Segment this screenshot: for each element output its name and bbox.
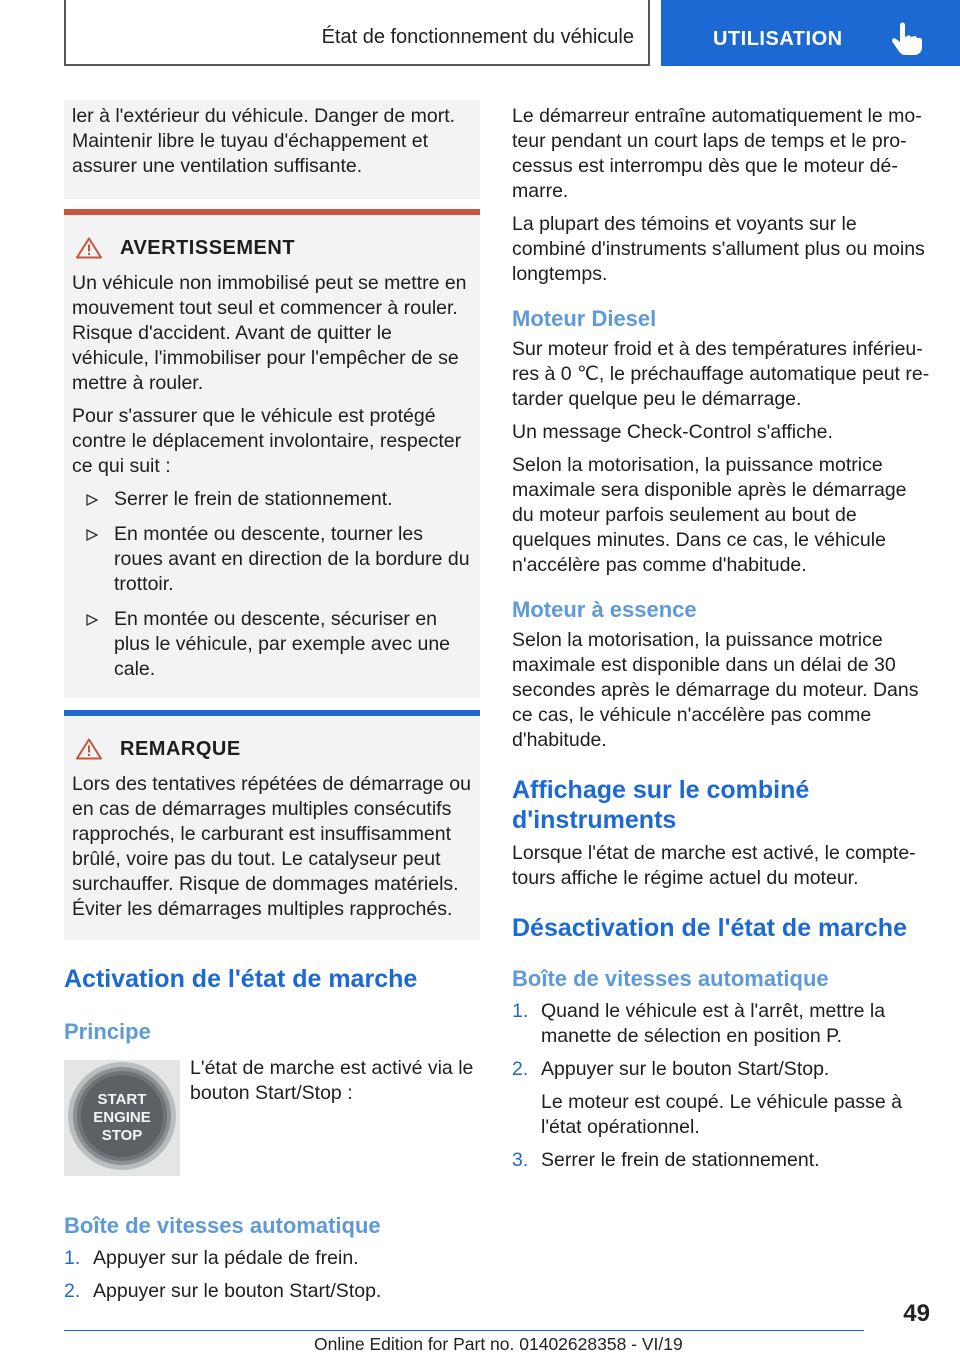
diesel-text-1: Sur moteur froid et à des températures inférieures à 0 ℃, le préchauffage automatique peut retarder quelque peu le démarrage. (512, 338, 930, 410)
step-number: 1. (64, 1247, 81, 1269)
danger-box-continued (64, 100, 480, 199)
heading-essence: Moteur à essence (512, 597, 697, 622)
remark-title-row (72, 716, 472, 772)
indicators-text: La plupart des témoins et voyants sur le combiné d'instruments s'allument plus ou moins longtemps. (512, 213, 925, 285)
warning-box (64, 209, 480, 698)
list-item (64, 1246, 480, 1271)
footer-divider (64, 1330, 864, 1331)
heading-activation: Activation de l'état de marche (64, 965, 418, 993)
step-subtext: Le moteur est coupé. Le véhicule passe à l'état opérationnel. (541, 1091, 902, 1138)
start-stop-button-image (64, 1060, 180, 1176)
right-column (512, 100, 930, 1181)
button-line-1: START (97, 1091, 147, 1108)
diesel-text-3: Selon la motorisation, la puissance motrice maximale sera disponible après le démarrage du moteur parfois seulement au bout de quelques minutes. Dans ce cas, le véhicule n'accélère pas comme d'habitude. (512, 454, 907, 576)
step-text: Appuyer sur le bouton Start/Stop. (93, 1280, 382, 1302)
step-number: 1. (512, 1000, 529, 1022)
warning-text-2: Pour s'assurer que le véhicule est protégé contre le déplacement involontaire, respecter ce qui suit : (72, 405, 462, 477)
principe-block (64, 1057, 480, 1210)
steps-list-right (512, 999, 930, 1173)
starter-text: Le démarreur entraîne automatiquement le moteur pendant un court laps de temps et le processus est interrompu dès que le moteur démarre. (512, 105, 922, 202)
list-item-text: En montée ou descente, tourner les roues avant en direction de la bordure du trottoir. (114, 523, 470, 595)
triangle-bullet-icon (86, 494, 98, 506)
list-item-text: Serrer le frein de stationnement. (114, 488, 393, 510)
warning-list (78, 487, 472, 682)
step-text: Serrer le frein de stationnement. (541, 1149, 820, 1171)
remark-text: Lors des tentatives répétées de démarrage ou en cas de démarrages multiples consécutifs rapprochés, le carburant est insuffisamment brûlé, voire pas du tout. Le catalyseur peut surchauffer. Risque de dommages matériels. Éviter les démarrages multiples rapprochés. (72, 773, 471, 920)
heading-diesel: Moteur Diesel (512, 306, 657, 331)
step-number: 2. (512, 1058, 529, 1080)
left-column (64, 100, 480, 1312)
step-text: Appuyer sur le bouton Start/Stop. (541, 1058, 830, 1080)
warning-triangle-icon (76, 738, 102, 760)
heading-boite-right: Boîte de vitesses automatique (512, 966, 829, 991)
list-item (78, 487, 472, 512)
danger-continued-text: ler à l'extérieur du véhicule. Danger de mort. Maintenir libre le tuyau d'échappement et assurer une ventilation suffisante. (72, 105, 456, 177)
list-item (512, 1057, 930, 1140)
list-item-text: En montée ou descente, sécuriser en plus le véhicule, par exemple avec une cale. (114, 608, 451, 680)
hand-pointer-icon (891, 22, 923, 56)
heading-principe: Principe (64, 1019, 151, 1044)
warning-title-row (72, 215, 472, 271)
button-line-2: ENGINE (93, 1109, 151, 1126)
list-item (78, 522, 472, 597)
warning-triangle-icon (76, 237, 102, 259)
list-item (78, 607, 472, 682)
diesel-text-2: Un message Check-Control s'affiche. (512, 421, 833, 443)
list-item (64, 1279, 480, 1304)
heading-desactivation: Désactivation de l'état de marche (512, 914, 907, 942)
essence-text: Selon la motorisation, la puissance motrice maximale est disponible dans un délai de 30 secondes après le démarrage du moteur. Dans ce cas, le véhicule n'accélère pas comme d'habitude. (512, 629, 919, 751)
warning-text-1: Un véhicule non immobilisé peut se mettre en mouvement tout seul et commencer à rouler. Risque d'accident. Avant de quitter le véhicule, l'immobiliser pour l'empêcher de se mettre à rouler. (72, 272, 467, 394)
start-button-graphic (64, 1060, 180, 1176)
page-number: 49 (903, 1300, 930, 1327)
heading-affichage: Affichage sur le combiné d'instruments (512, 776, 810, 834)
chapter-tab[interactable] (661, 0, 960, 66)
remark-box (64, 710, 480, 940)
button-line-3: STOP (101, 1127, 143, 1144)
section-title: État de fonctionnement du véhicule (321, 26, 634, 48)
page-header (64, 0, 960, 66)
triangle-bullet-icon (86, 529, 98, 541)
remark-title: REMARQUE (120, 737, 241, 760)
triangle-bullet-icon (86, 614, 98, 626)
list-item (512, 999, 930, 1049)
steps-list-left (64, 1246, 480, 1304)
principe-text: L'état de marche est activé via le bouton Start/Stop : (190, 1057, 474, 1104)
affichage-text: Lorsque l'état de marche est activé, le compte-tours affiche le régime actuel du moteur. (512, 842, 916, 889)
step-number: 3. (512, 1149, 529, 1171)
step-number: 2. (64, 1280, 81, 1302)
warning-title: AVERTISSEMENT (120, 236, 296, 259)
edition-text: Online Edition for Part no. 01402628358 - VI/19 (314, 1334, 683, 1354)
step-text: Appuyer sur la pédale de frein. (93, 1247, 359, 1269)
step-text: Quand le véhicule est à l'arrêt, mettre la manette de sélection en position P. (541, 1000, 886, 1047)
list-item (512, 1148, 930, 1173)
heading-boite-left: Boîte de vitesses automatique (64, 1213, 381, 1238)
section-title-box (64, 0, 650, 66)
chapter-label: UTILISATION (713, 28, 843, 50)
